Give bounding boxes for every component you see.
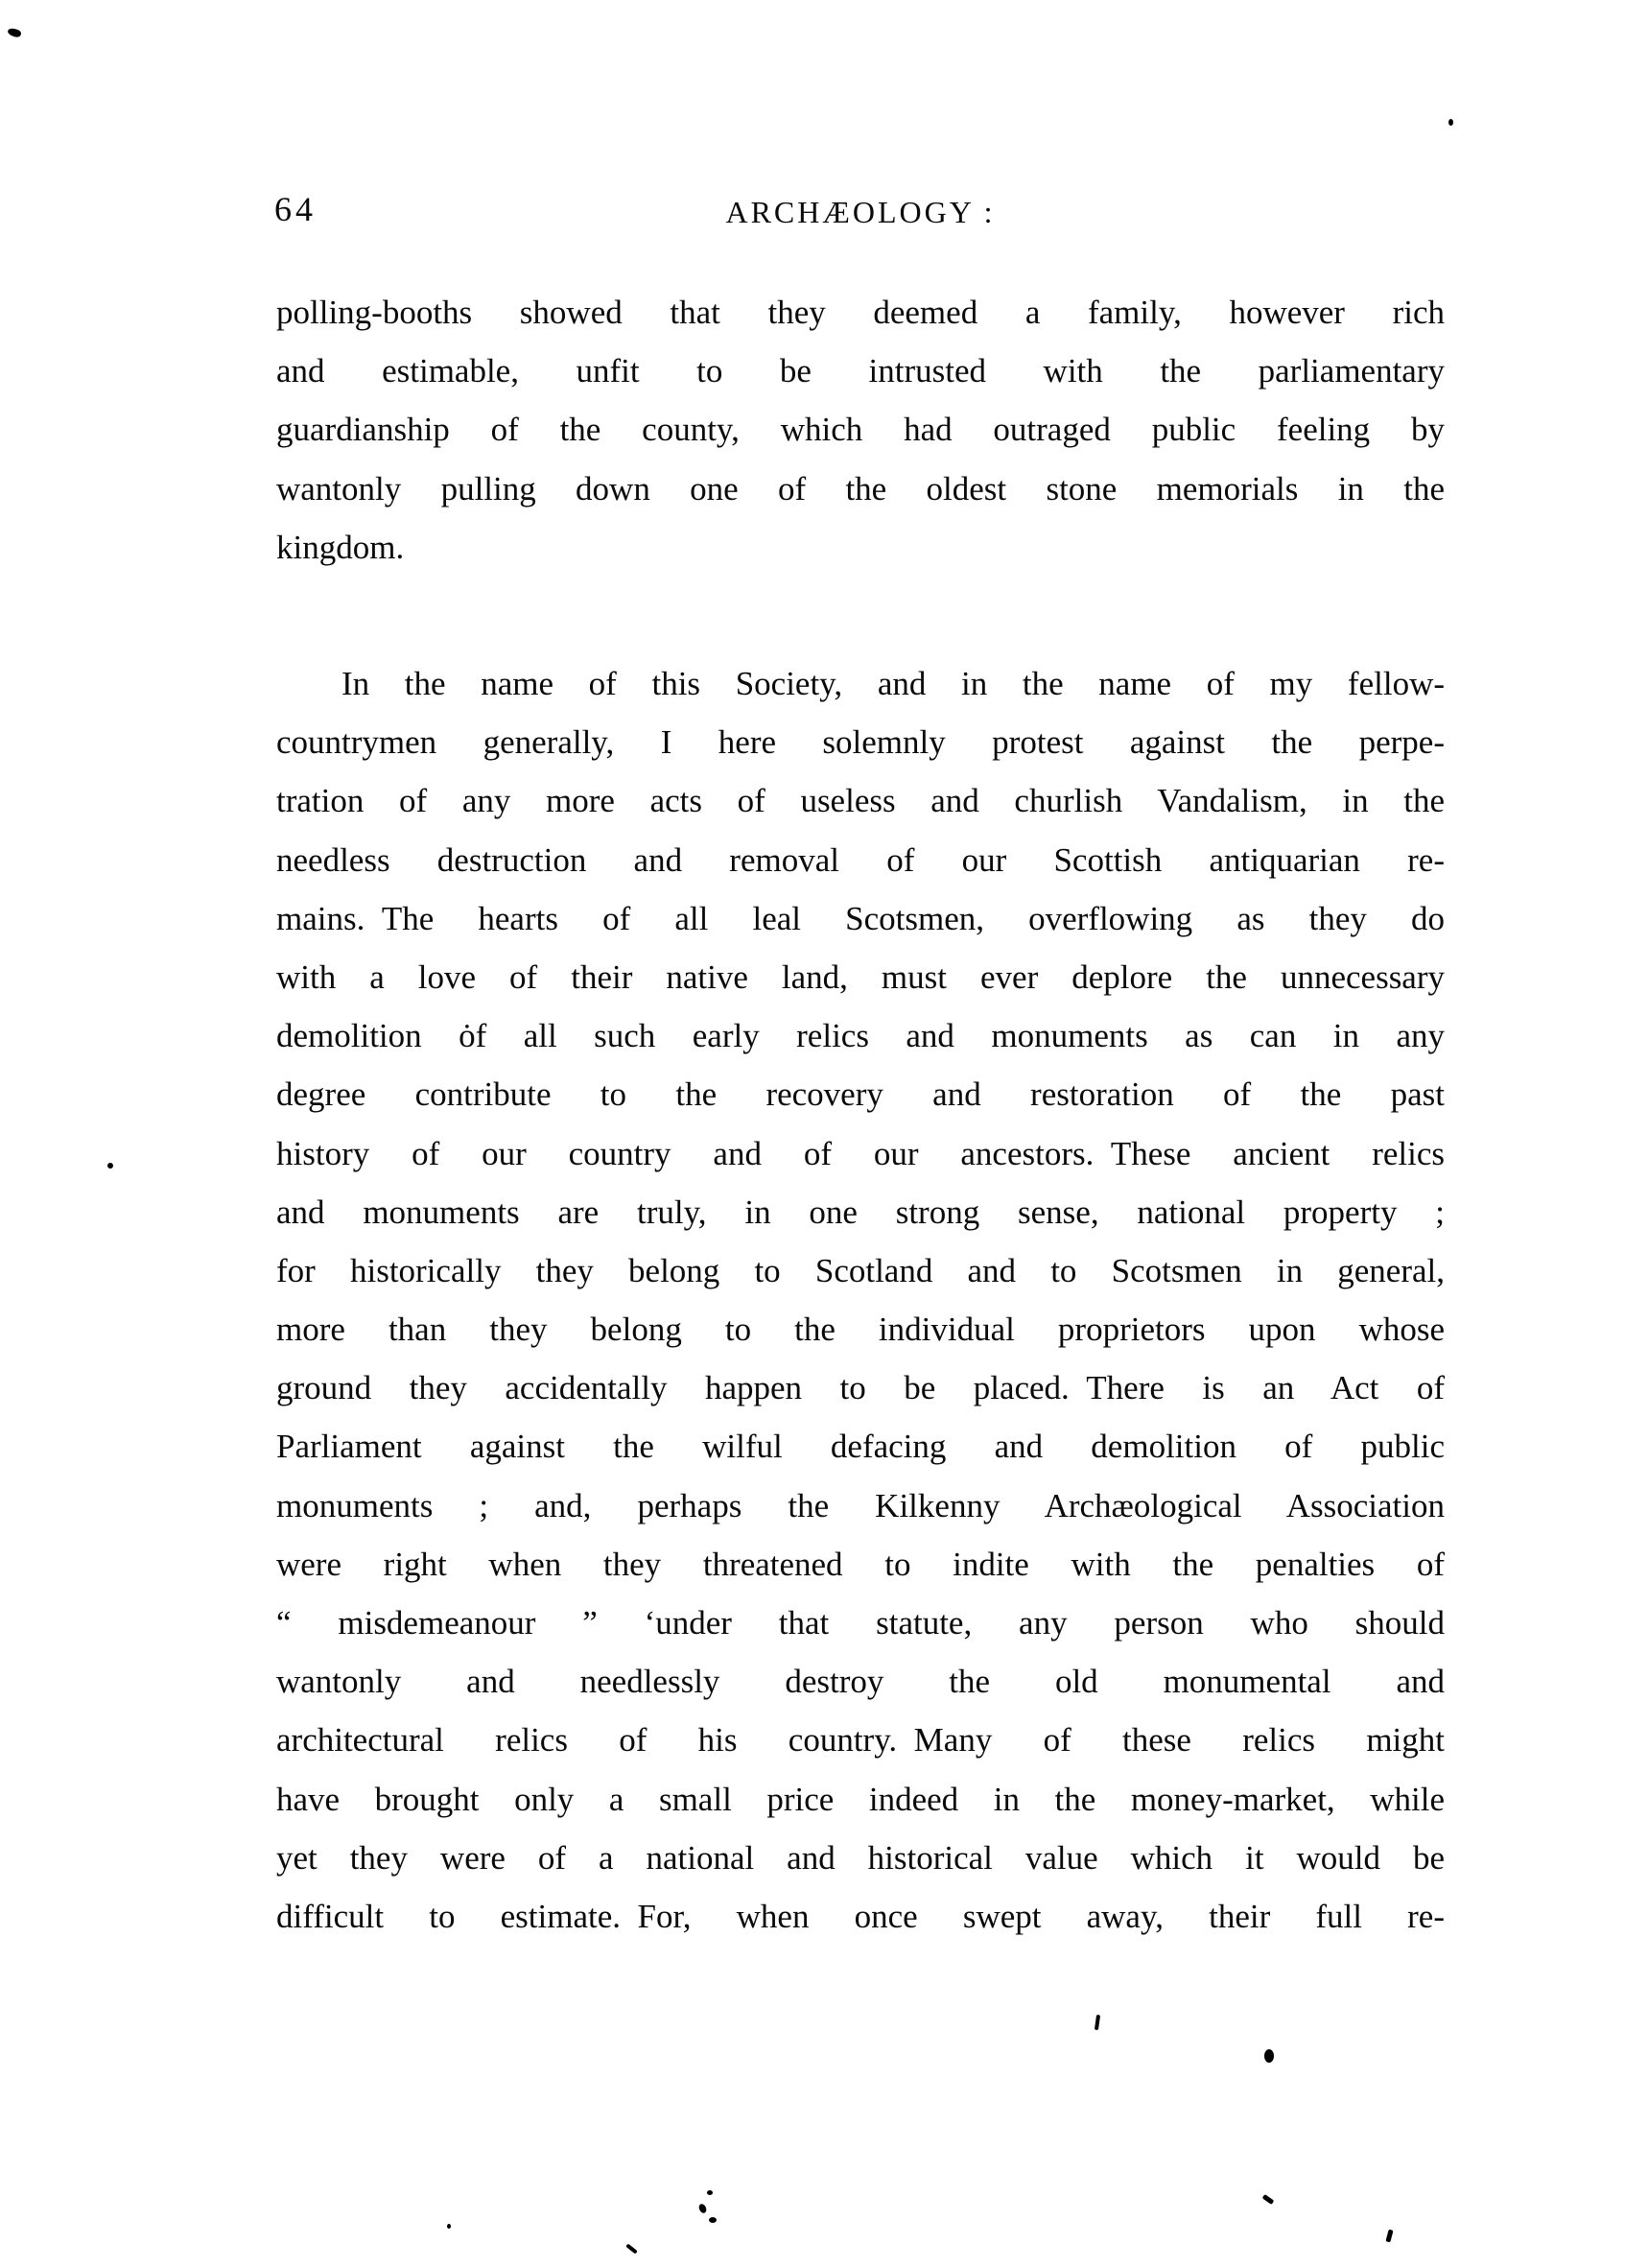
ink-speck [697, 2203, 708, 2214]
text-line: wantonly and needlessly destroy the old monumental and [276, 1663, 1445, 1701]
paragraph-2 [276, 654, 1445, 1946]
text-line: tration of any more acts of useless and churlish Vandalism, in the [276, 782, 1445, 820]
text-line: monuments ; and, perhaps the Kilkenny Archæological Association [276, 1486, 1445, 1524]
paragraph-1 [276, 283, 1445, 577]
text-line: more than they belong to the individual proprietors upon whose [276, 1311, 1445, 1349]
ink-speck [1264, 2049, 1274, 2063]
page-number: 64 [274, 190, 317, 228]
ink-speck [447, 2224, 451, 2229]
text-line: architectural relics of his country. Many of these relics might [276, 1721, 1445, 1760]
ink-speck [709, 2217, 717, 2223]
text-line: and estimable, unfit to be intrusted with the parliamentary [276, 352, 1445, 390]
text-line: for historically they belong to Scotland and to Scotsmen in general, [276, 1251, 1445, 1289]
text-line: Parliament against the wilful defacing and demolition of public [276, 1428, 1445, 1466]
running-header: ARCHÆOLOGY : [725, 195, 996, 229]
text-line: ground they accidentally happen to be placed. There is an Act of [276, 1369, 1445, 1407]
text-line: wantonly pulling down one of the oldest stone memorials in the [276, 469, 1445, 508]
text-line: polling-booths showed that they deemed a family, however rich [276, 294, 1445, 331]
text-line: needless destruction and removal of our Scottish antiquarian re- [276, 840, 1445, 879]
text-line: “ misdemeanour ” ‘under that statute, any person who should [276, 1604, 1445, 1642]
text-line: and monuments are truly, in one strong sense, national property ; [276, 1193, 1445, 1231]
text-line: countrymen generally, I here solemnly protest against the perpe- [276, 723, 1445, 762]
text-line: were right when they threatened to indite with the penalties of [276, 1545, 1445, 1583]
text-line: yet they were of a national and historical value which it would be [276, 1838, 1445, 1877]
text-line: demolition ȯf all such early relics and monuments as can in any [276, 1017, 1445, 1055]
ink-speck [1448, 119, 1453, 126]
ink-speck [625, 2243, 638, 2254]
text-line: have brought only a small price indeed in the money-market, while [276, 1780, 1445, 1818]
ink-speck [1385, 2230, 1393, 2243]
ink-speck [1262, 2194, 1275, 2205]
ink-speck [1095, 2015, 1100, 2030]
text-line: In the name of this Society, and in the name of my fellow- [341, 665, 1445, 702]
text-line: degree contribute to the recovery and restoration of the past [276, 1075, 1445, 1114]
ink-speck [707, 2190, 713, 2195]
text-line: mains. The hearts of all leal Scotsmen, overflowing as they do [276, 899, 1445, 937]
text-line: kingdom. [276, 528, 405, 566]
ink-speck [107, 1163, 113, 1169]
text-line: difficult to estimate. For, when once swept away, their full re- [276, 1897, 1445, 1935]
text-line: history of our country and of our ancestors. These ancient relics [276, 1134, 1445, 1172]
text-line: with a love of their native land, must ever deplore the unnecessary [276, 957, 1445, 996]
text-line: guardianship of the county, which had outraged public feeling by [276, 411, 1445, 449]
ink-speck [7, 27, 22, 38]
